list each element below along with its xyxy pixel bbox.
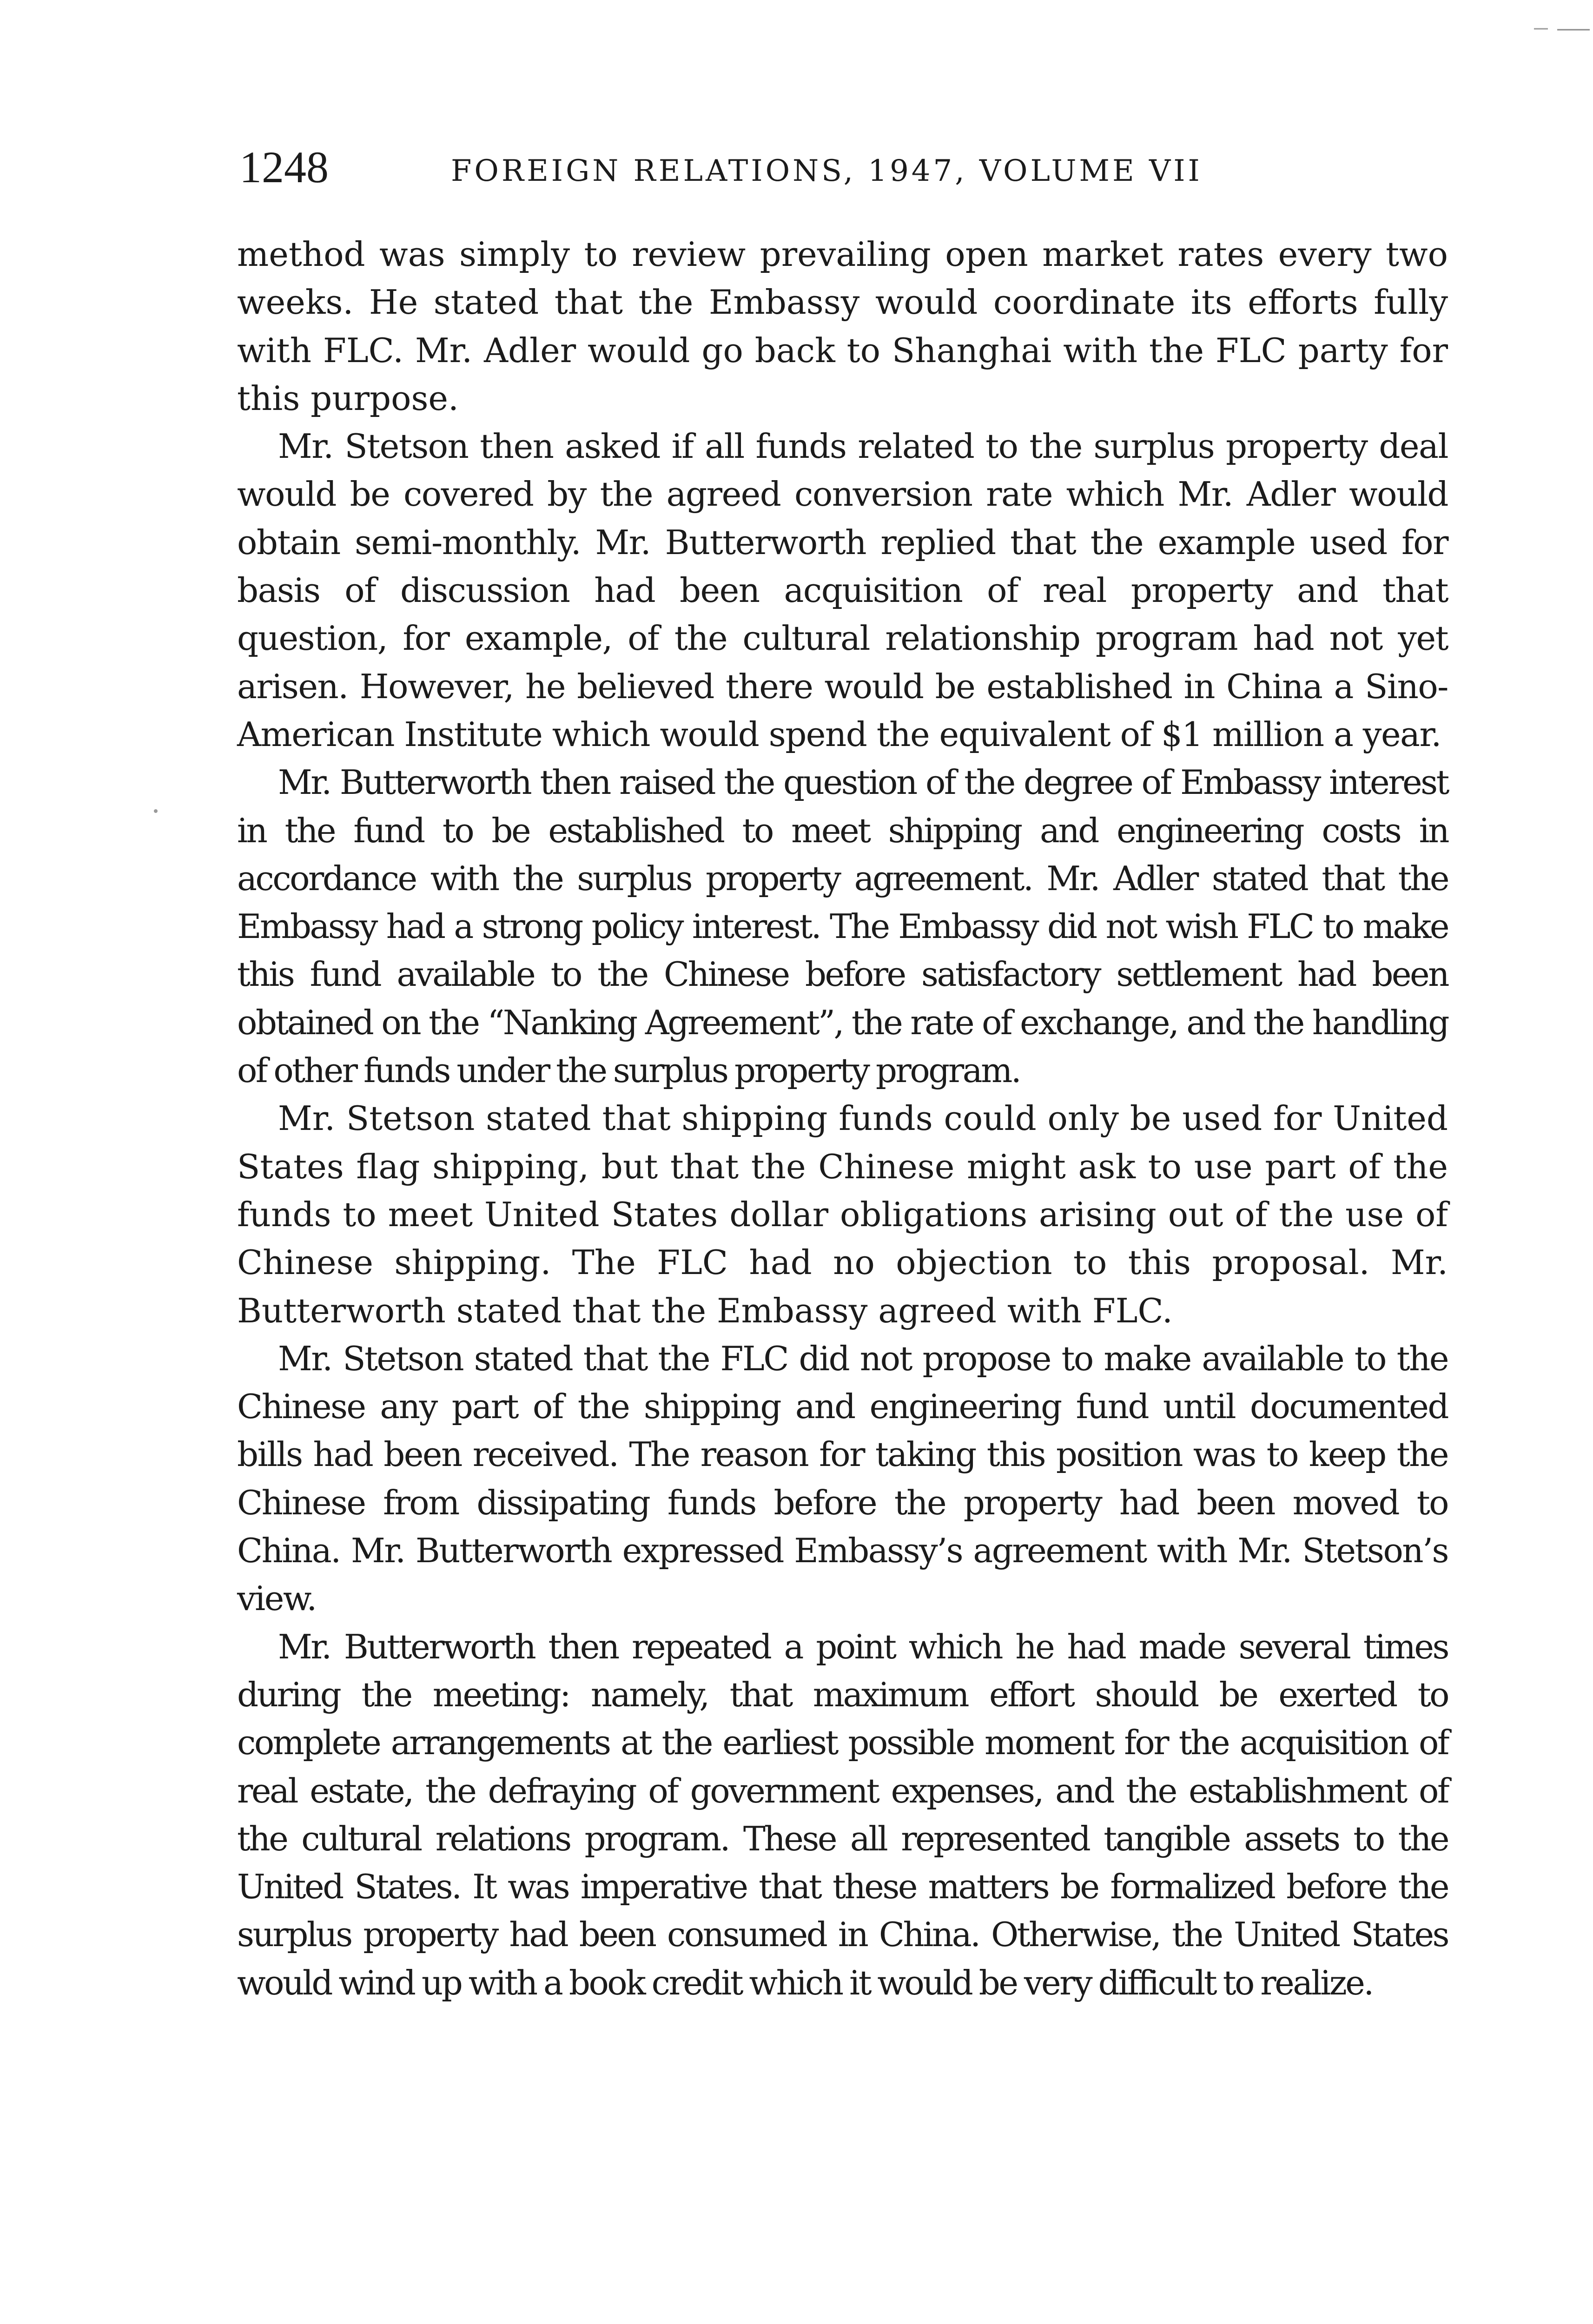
paragraph: Mr. Stetson then asked if all funds related to the surplus property deal would be covered by the agreed conversion rate which Mr. Adler would obtain semi-monthly. Mr. Butterworth replied that the example used for basis of discussion had been acquisition of real property and that question, for example, of the cultural relationship program had not yet arisen. However, he believed there would be established in China a Sino-American Institute which would spend the equivalent of $1 million a year. — [237, 427, 1448, 754]
page-header — [239, 139, 1448, 195]
paragraph: Mr. Stetson stated that the FLC did not propose to make available to the Chinese any part of the shipping and engineering fund until documented bills had been received. The reason for taking this position was to keep the Chinese from dissipating funds before the property had been moved to China. Mr. Butterworth expressed Embassy’s agreement with Mr. Stetson’s view. — [237, 1339, 1448, 1618]
page-number: 1248 — [239, 142, 329, 192]
paragraph: Mr. Butterworth then repeated a point which he had made several times during the meeting: namely, that maximum effort should be exerted to complete arrangements at the earliest possible moment for the acquisition of real estate, the defraying of government expenses, and the establishment of the cultural relations program. These all represented tangible assets to the United States. It was imperative that these matters be formalized before the surplus property had been consumed in China. Otherwise, the United States would wind up with a book credit which it would be very difficult to realize. — [237, 1627, 1448, 2002]
paragraph: Mr. Butterworth then raised the question of the degree of Embassy interest in the fund to be established to meet shipping and engineering costs in accordance with the surplus property agreement. Mr. Adler stated that the Embassy had a strong policy interest. The Embassy did not wish FLC to make this fund available to the Chinese before satisfactory settlement had been obtained on the “Nanking Agreement”, the rate of exchange, and the handling of other funds under the surplus property program. — [237, 763, 1448, 1090]
paragraph: method was simply to review prevailing open market rates every two weeks. He stated that the Embassy would coordinate its efforts fully with FLC. Mr. Adler would go back to Shanghai with the FLC party for this purpose. — [237, 235, 1448, 418]
scan-speck — [154, 809, 158, 813]
body-text — [237, 231, 1448, 2007]
paragraph: Mr. Stetson stated that shipping funds could only be used for United States flag shipping, but that the Chinese might ask to use part of the funds to meet United States dollar obligations arising out of the use of Chinese shipping. The FLC had no objection to this proposal. Mr. Butterworth stated that the Embassy agreed with FLC. — [237, 1099, 1448, 1330]
running-head: FOREIGN RELATIONS, 1947, VOLUME VII — [451, 154, 1203, 188]
